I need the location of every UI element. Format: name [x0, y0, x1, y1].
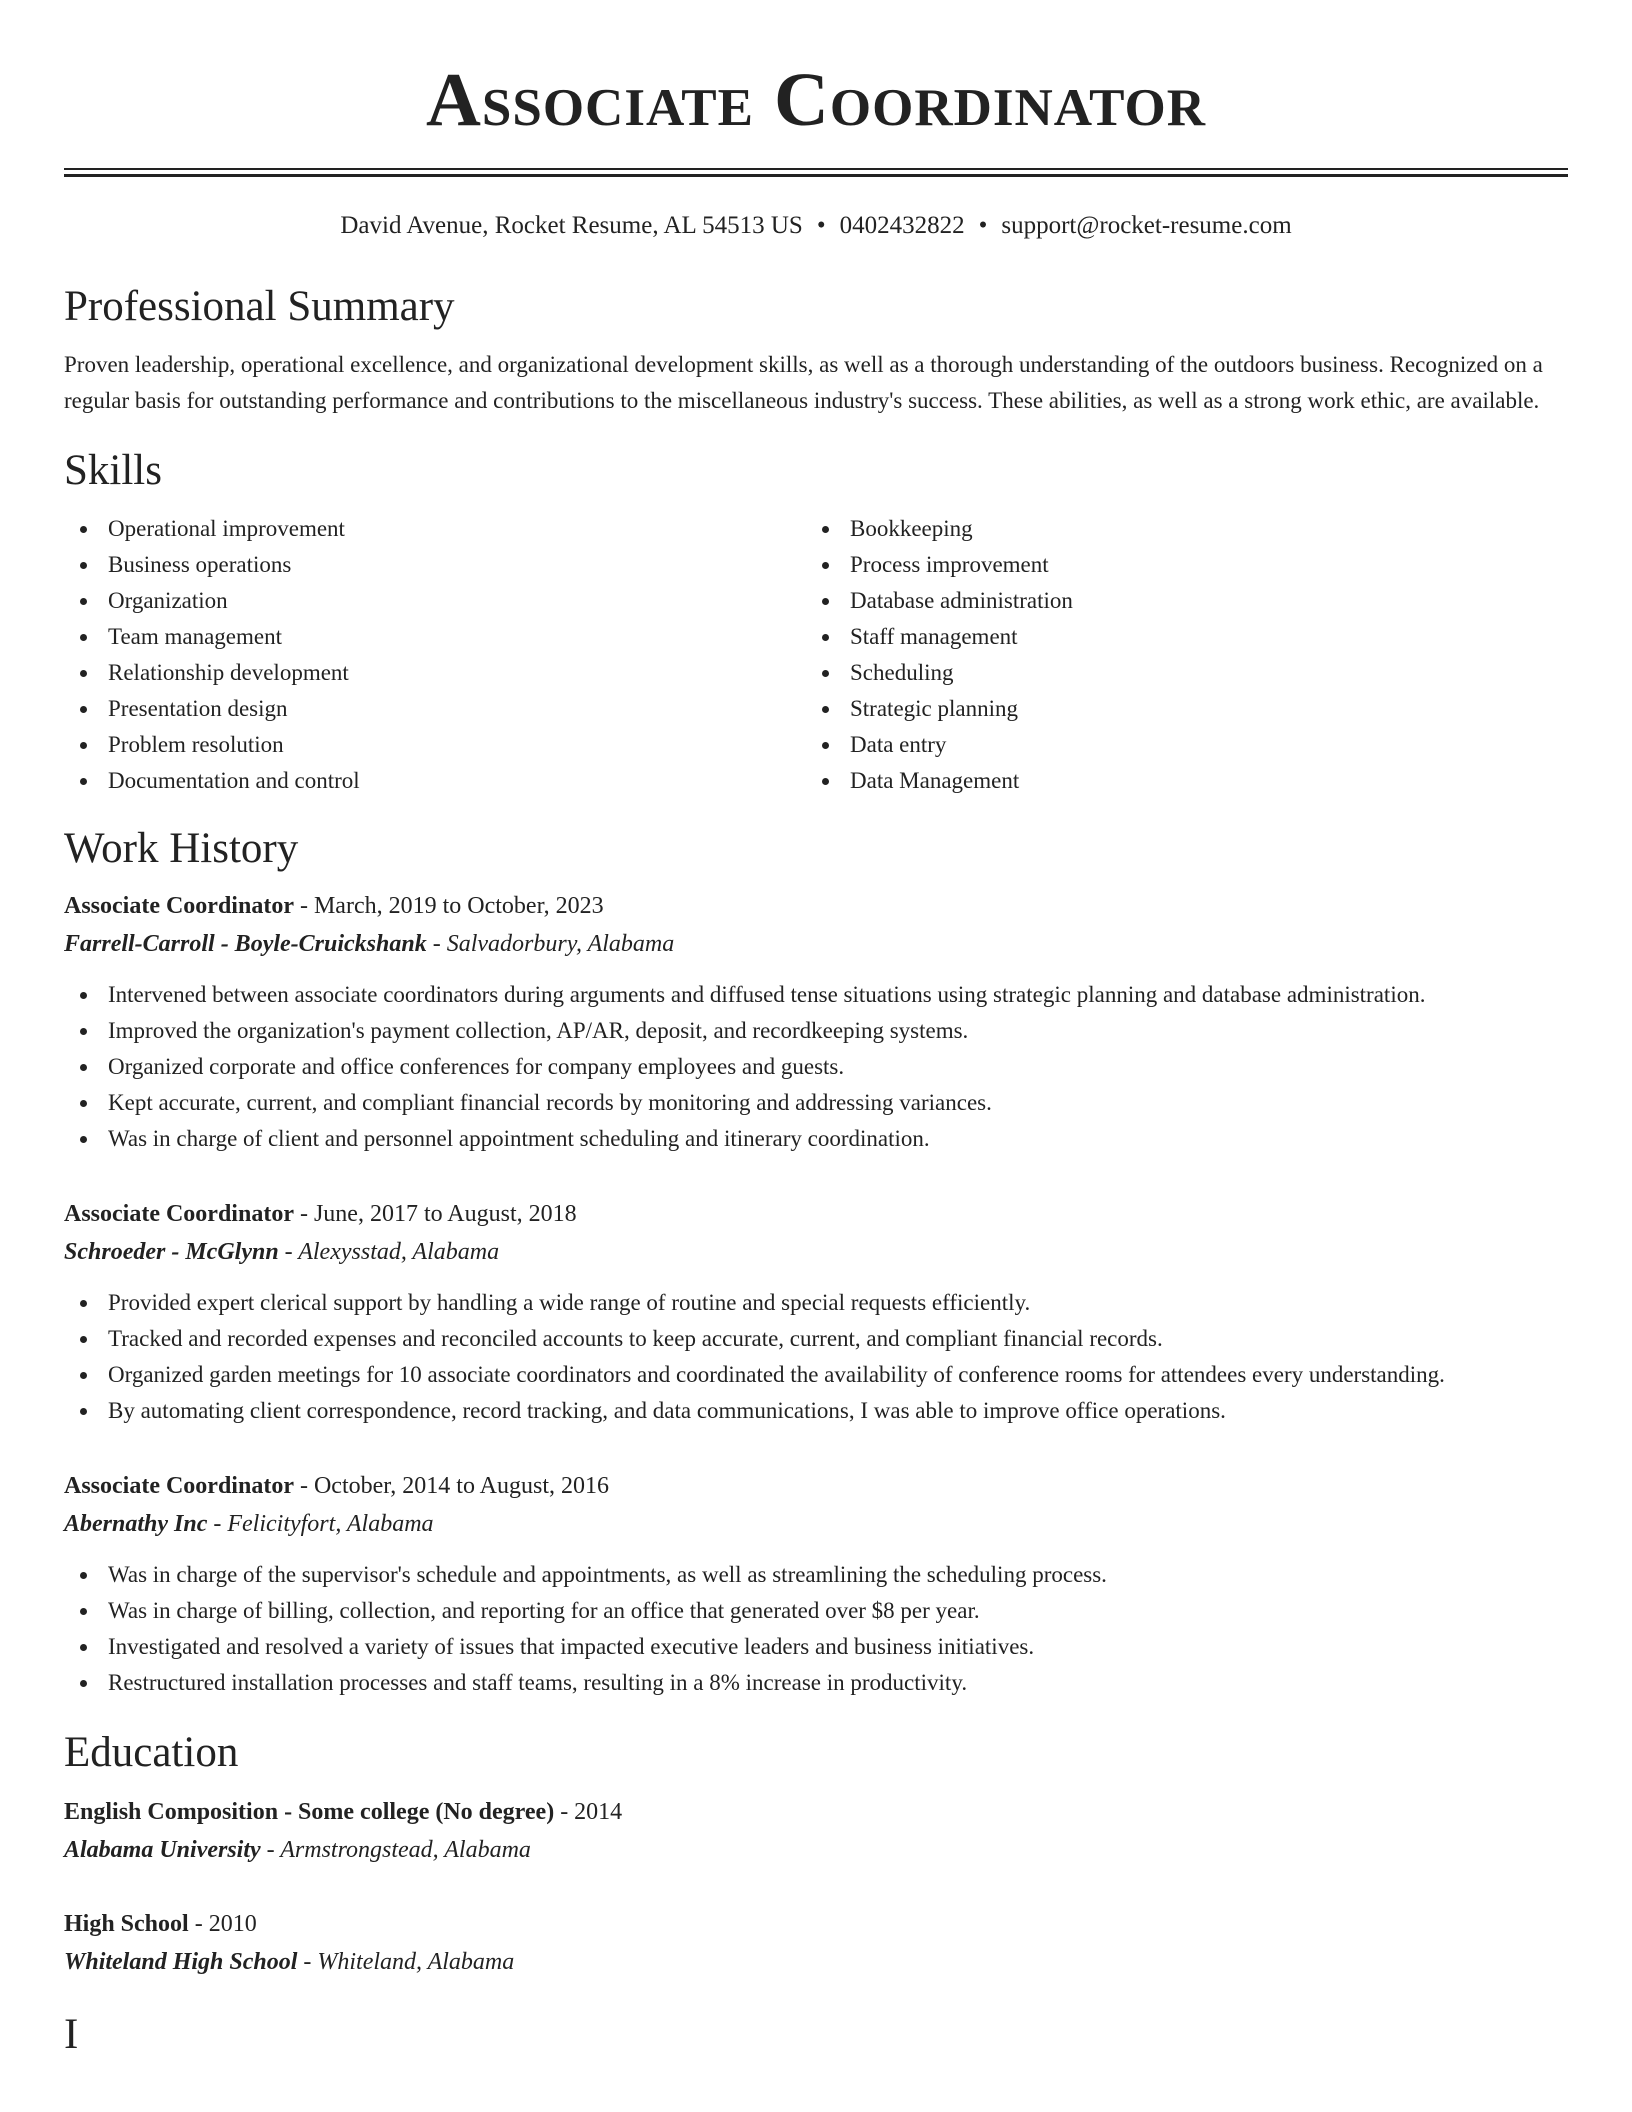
job-entry — [64, 1195, 1568, 1429]
skill-item: Team management — [64, 619, 806, 655]
job-bullet: Organized garden meetings for 10 associate coordinators and coordinated the availability of conference rooms for attendees every understanding. — [64, 1357, 1568, 1393]
skill-item: Bookkeeping — [806, 511, 1548, 547]
education-degree-line — [64, 1905, 1568, 1943]
skill-item: Organization — [64, 583, 806, 619]
education-heading: Education — [64, 1729, 239, 1776]
contact-phone: 0402432822 — [839, 212, 965, 239]
resume-page — [64, 0, 1568, 2061]
skill-item: Operational improvement — [64, 511, 806, 547]
job-dates: - October, 2014 to August, 2016 — [293, 1473, 609, 1499]
skill-item: Data entry — [806, 727, 1548, 763]
contact-line — [64, 211, 1568, 241]
education-school: Alabama University — [64, 1837, 261, 1863]
education-location: - Armstrongstead, Alabama — [260, 1837, 531, 1863]
education-degree: English Composition - Some college (No degree) — [64, 1799, 555, 1825]
skill-item: Strategic planning — [806, 691, 1548, 727]
job-bullet: Organized corporate and office conferences for company employees and guests. — [64, 1049, 1568, 1085]
job-dates: - March, 2019 to October, 2023 — [293, 893, 604, 919]
job-location: - Salvadorbury, Alabama — [426, 931, 675, 957]
summary-text: Proven leadership, operational excellence, and organizational development skills, as well as a thorough understanding of the outdoors business. Recognized on a regular basis for outstanding performance and contributions to the miscellaneous industry's success. These abilities, as well as a strong work ethic, are available. — [64, 352, 1543, 413]
job-bullet: Restructured installation processes and staff teams, resulting in a 8% increase in productivity. — [64, 1665, 1568, 1701]
job-company-line — [64, 1233, 1568, 1271]
job-bullet: Kept accurate, current, and compliant financial records by monitoring and addressing variances. — [64, 1085, 1568, 1121]
education-entry — [64, 1793, 1568, 1869]
skills-heading: Skills — [64, 447, 162, 494]
skill-item: Database administration — [806, 583, 1548, 619]
job-company-line — [64, 1505, 1568, 1543]
job-title-line — [64, 1467, 1568, 1505]
job-bullet: Improved the organization's payment collection, AP/AR, deposit, and recordkeeping systems. — [64, 1013, 1568, 1049]
job-bullet: By automating client correspondence, record tracking, and data communications, I was able to improve office operations. — [64, 1393, 1568, 1429]
job-company-line — [64, 925, 1568, 963]
skill-item: Documentation and control — [64, 763, 806, 799]
job-location: - Alexysstad, Alabama — [278, 1239, 500, 1265]
title-divider — [64, 168, 1568, 177]
education-school-line — [64, 1831, 1568, 1869]
job-bullets — [64, 977, 1568, 1157]
skill-item: Relationship development — [64, 655, 806, 691]
job-bullet: Tracked and recorded expenses and reconciled accounts to keep accurate, current, and compliant financial records. — [64, 1321, 1568, 1357]
skills-column-right — [806, 511, 1548, 799]
education-degree: High School — [64, 1911, 189, 1937]
education-degree-line — [64, 1793, 1568, 1831]
resume-title: Associate Coordinator — [425, 58, 1207, 142]
contact-email: support@rocket-resume.com — [1001, 212, 1292, 239]
job-bullet: Provided expert clerical support by handling a wide range of routine and special requests efficiently. — [64, 1285, 1568, 1321]
job-title: Associate Coordinator — [64, 893, 294, 919]
skill-item: Process improvement — [806, 547, 1548, 583]
skill-item: Scheduling — [806, 655, 1548, 691]
job-title: Associate Coordinator — [64, 1473, 294, 1499]
education-school-line — [64, 1943, 1568, 1981]
job-bullet: Was in charge of billing, collection, and reporting for an office that generated over $8 per year. — [64, 1593, 1568, 1629]
contact-separator: • — [978, 212, 988, 239]
job-title: Associate Coordinator — [64, 1201, 294, 1227]
job-company: Farrell-Carroll - Boyle-Cruickshank — [64, 931, 427, 957]
job-bullet: Was in charge of client and personnel appointment scheduling and itinerary coordination. — [64, 1121, 1568, 1157]
education-location: - Whiteland, Alabama — [297, 1949, 515, 1975]
job-location: - Felicityfort, Alabama — [207, 1511, 434, 1537]
skill-item: Data Management — [806, 763, 1548, 799]
job-company: Abernathy Inc — [64, 1511, 208, 1537]
education-entry — [64, 1905, 1568, 1981]
education-year: - 2010 — [188, 1911, 257, 1937]
job-bullets — [64, 1285, 1568, 1429]
contact-separator: • — [816, 212, 826, 239]
skill-item: Business operations — [64, 547, 806, 583]
skill-item: Problem resolution — [64, 727, 806, 763]
education-year: - 2014 — [554, 1799, 623, 1825]
job-company: Schroeder - McGlynn — [64, 1239, 279, 1265]
job-title-line — [64, 1195, 1568, 1233]
job-bullet: Was in charge of the supervisor's schedule and appointments, as well as streamlining the scheduling process. — [64, 1557, 1568, 1593]
next-section-heading: I — [64, 2011, 79, 2058]
job-entry — [64, 1467, 1568, 1701]
job-bullets — [64, 1557, 1568, 1701]
education-school: Whiteland High School — [64, 1949, 298, 1975]
summary-heading: Professional Summary — [64, 283, 455, 330]
job-bullet: Intervened between associate coordinators during arguments and diffused tense situations using strategic planning and database administration. — [64, 977, 1568, 1013]
skills-column-left — [64, 511, 806, 799]
job-dates: - June, 2017 to August, 2018 — [293, 1201, 577, 1227]
job-entry — [64, 887, 1568, 1157]
contact-address: David Avenue, Rocket Resume, AL 54513 US — [340, 212, 803, 239]
job-bullet: Investigated and resolved a variety of issues that impacted executive leaders and business initiatives. — [64, 1629, 1568, 1665]
work-history-heading: Work History — [64, 825, 299, 872]
skills-list — [64, 511, 1568, 799]
job-title-line — [64, 887, 1568, 925]
skill-item: Presentation design — [64, 691, 806, 727]
skill-item: Staff management — [806, 619, 1548, 655]
